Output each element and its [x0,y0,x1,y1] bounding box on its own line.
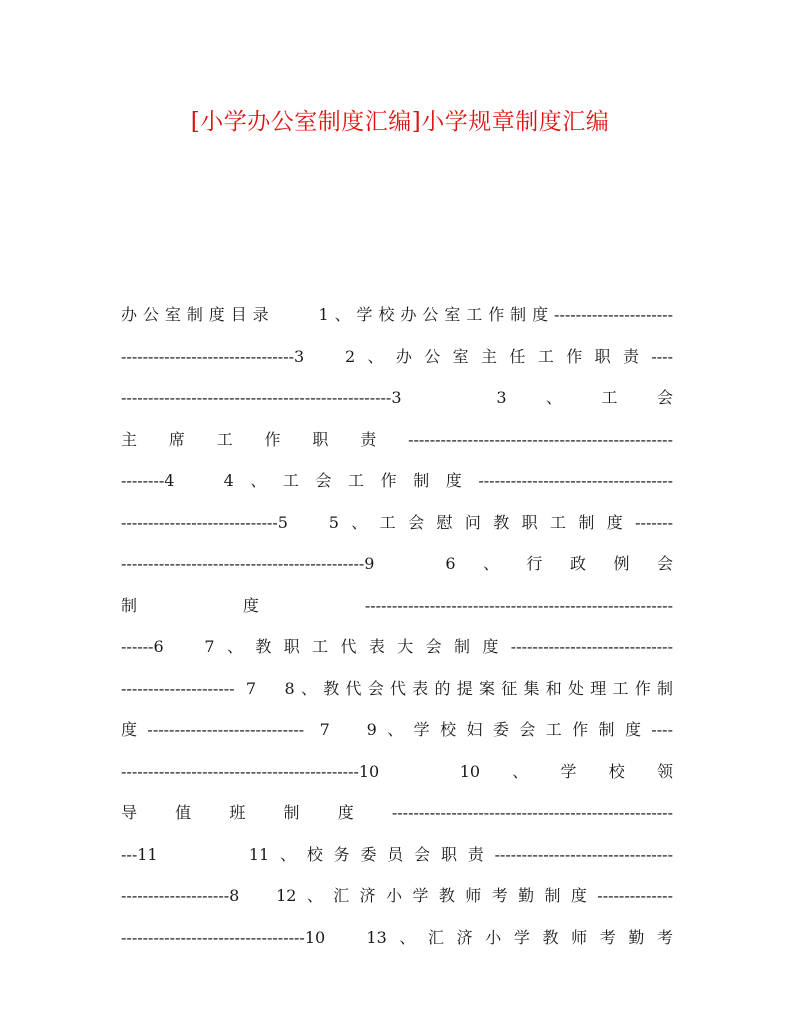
toc-line [121,425,673,467]
toc-line [121,508,673,550]
toc-line-text: --------4 4、工会工作制度------------------------------------ [121,471,673,490]
toc-line [121,300,673,342]
toc-line-text: --------------------- 7 8、教代会代表的提案征集和处理工作制 [121,678,673,698]
document-title: [小学办公室制度汇编]小学规章制度汇编 [190,109,610,135]
toc-line [121,591,673,633]
toc-line-text: ---------------------------------------------9 6、行政例会 [121,554,673,573]
toc-line [121,715,673,757]
toc-line-text: --------------------------------------------10 10、学校领 [121,761,673,781]
toc-line [121,923,673,965]
toc-line-text: 度----------------------------- 7 9、学校妇委会工作制度---- [121,720,673,739]
toc-line [121,757,673,799]
toc-line-text: --------------------------------------------------3 3、工会 [121,388,673,407]
toc-line [121,840,673,882]
toc-line [121,549,673,591]
toc-line [121,466,673,508]
toc-line [121,632,673,674]
toc-line [121,383,673,425]
toc-line-text: --------------------8 12、汇济小学教师考勤制度-------------- [121,886,673,905]
table-of-contents [121,300,673,964]
toc-line-text: ---11 11、校务委员会职责--------------------------------- [121,844,673,864]
toc-line [121,798,673,840]
toc-line [121,674,673,716]
toc-line-text: 导值班制度---------------------------------------------------- [121,803,673,822]
toc-line-text: ------6 7、教职工代表大会制度------------------------------ [121,637,673,656]
toc-line-text: --------------------------------3 2、办公室主任工作职责---- [121,346,673,366]
toc-line-text: ----------------------------------10 13、汇济小学教师考勤考 [121,927,673,947]
toc-line-text: 制度--------------------------------------------------------- [121,595,673,615]
toc-line [121,881,673,923]
toc-line-text: -----------------------------5 5、工会慰问教职工制度------- [121,512,673,532]
toc-line-text: 主席工作职责------------------------------------------------- [121,429,673,449]
toc-line-text: 办公室制度目录 1、学校办公室工作制度---------------------- [121,305,673,324]
toc-line [121,342,673,384]
